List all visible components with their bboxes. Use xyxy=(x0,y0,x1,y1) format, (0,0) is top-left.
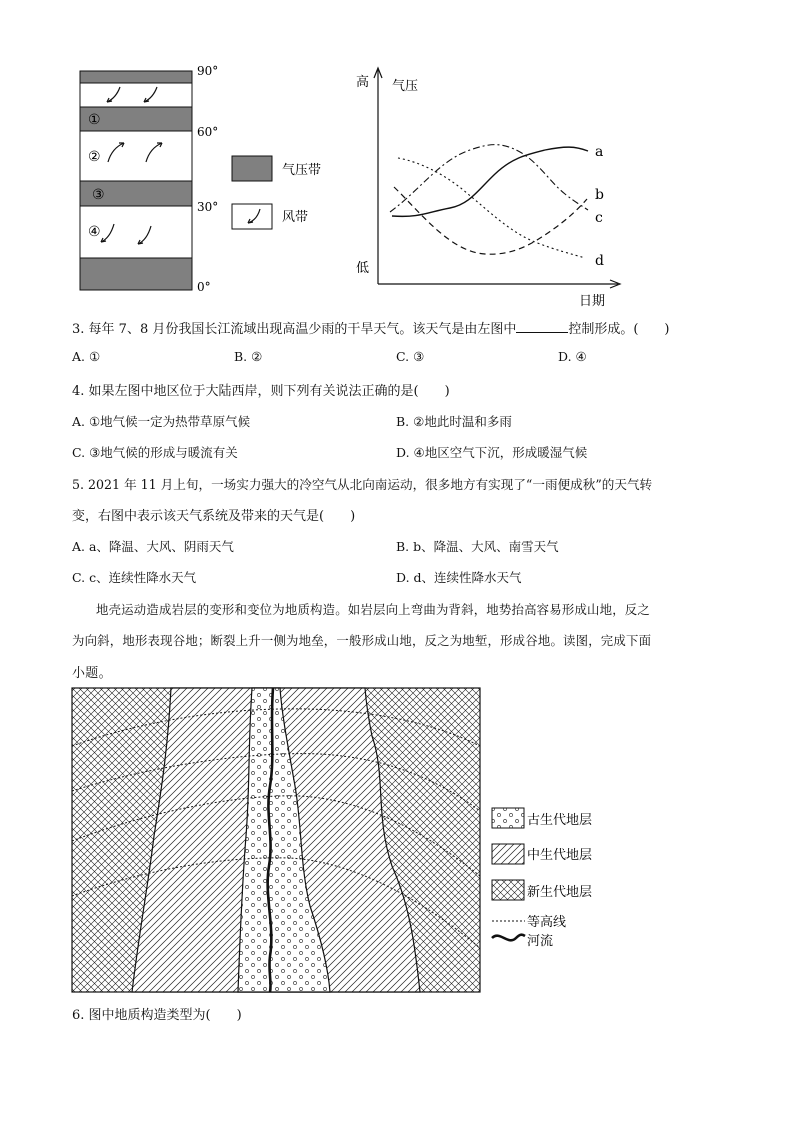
legend-paleozoic-label: 古生代地层 xyxy=(527,813,593,828)
passage-line-2: 为向斜，地形表现谷地；断裂上升一侧为地垒，一般形成山地，反之为地堑，形成谷地。读图，完成下面 xyxy=(72,633,652,648)
lat-label-90: 90° xyxy=(197,64,219,78)
question-3-option-c: C. ③ xyxy=(396,349,425,364)
y-bottom-label: 低 xyxy=(356,261,370,276)
question-4-stem: 4. 如果左图中地区位于大陆西岸，则下列有关说法正确的是( ) xyxy=(72,384,450,399)
answer-blank xyxy=(516,320,568,333)
question-5-option-b: B. b、降温、大风、南雪天气 xyxy=(396,539,559,554)
question-3-stem-before: 3. 每年 7、8 月份我国长江流域出现高温少雨的干旱天气。该天气是由左图中 xyxy=(72,322,517,337)
legend-mesozoic-swatch xyxy=(492,844,524,864)
pressure-belt-90 xyxy=(80,71,192,83)
pressure-belt-equator xyxy=(80,258,192,290)
question-3-option-d: D. ④ xyxy=(558,349,587,364)
legend-cenozoic-swatch xyxy=(492,880,524,900)
lat-label-60: 60° xyxy=(197,125,219,139)
pressure-wind-belt-figure xyxy=(70,58,350,298)
question-4-option-c: C. ③地气候的形成与暖流有关 xyxy=(72,445,238,460)
question-5-stem-line1: 5. 2021 年 11 月上旬，一场实力强大的冷空气从北向南运动，很多地方有实现了“一雨便成秋”的天气转 xyxy=(72,477,653,492)
question-5-stem-line2: 变，右图中表示该天气系统及带来的天气是( ) xyxy=(72,509,356,524)
question-3-stem xyxy=(72,318,670,337)
zone-label-4: ④ xyxy=(88,224,101,240)
legend-pressure-swatch xyxy=(232,156,272,181)
question-4-option-b: B. ②地此时温和多雨 xyxy=(396,414,512,429)
legend-river-swatch xyxy=(492,935,525,941)
question-4-option-a: A. ①地气候一定为热带草原气候 xyxy=(72,414,251,429)
zone-label-2: ② xyxy=(88,149,101,165)
geology-map-figure xyxy=(70,686,630,998)
y-top-label: 高 xyxy=(356,75,370,90)
zone-label-3: ③ xyxy=(92,187,105,203)
legend-mesozoic-label: 中生代地层 xyxy=(527,848,593,863)
question-3-option-a: A. ① xyxy=(72,349,101,364)
question-5-option-a: A. a、降温、大风、阴雨天气 xyxy=(72,539,234,554)
legend-paleozoic-swatch xyxy=(492,808,524,828)
curve-label-c: c xyxy=(595,210,603,226)
lat-label-0: 0° xyxy=(197,280,211,294)
curve-b xyxy=(390,145,588,212)
curve-label-a: a xyxy=(595,144,604,160)
zone-label-1: ① xyxy=(88,112,101,128)
legend-wind-swatch xyxy=(232,204,272,229)
legend-contour-label: 等高线 xyxy=(527,915,567,930)
curve-a xyxy=(392,147,588,216)
lat-label-30: 30° xyxy=(197,200,219,214)
legend-wind-label: 风带 xyxy=(282,210,309,225)
legend-river-label: 河流 xyxy=(527,934,554,949)
legend-cenozoic-label: 新生代地层 xyxy=(527,885,593,900)
curve-c xyxy=(394,187,587,254)
question-4-option-d: D. ④地区空气下沉，形成暖湿气候 xyxy=(396,445,588,460)
passage-line-1: 地壳运动造成岩层的变形和变位为地质构造。如岩层向上弯曲为背斜，地势抬高容易形成山地，反之 xyxy=(96,602,650,617)
question-3-stem-after: 控制形成。( ) xyxy=(568,322,670,337)
question-5-option-d: D. d、连续性降水天气 xyxy=(396,570,522,585)
x-axis-label: 日期 xyxy=(579,294,606,309)
curve-d xyxy=(398,158,585,258)
wind-belt-polar xyxy=(80,83,192,107)
y-axis-label: 气压 xyxy=(392,79,419,94)
curve-label-b: b xyxy=(595,187,604,203)
curve-label-d: d xyxy=(595,253,604,269)
question-5-option-c: C. c、连续性降水天气 xyxy=(72,570,197,585)
pressure-date-chart xyxy=(350,62,630,312)
question-6-stem: 6. 图中地质构造类型为( ) xyxy=(72,1008,242,1023)
passage-line-3: 小题。 xyxy=(72,666,112,681)
legend-pressure-label: 气压带 xyxy=(282,163,322,178)
question-3-option-b: B. ② xyxy=(234,349,263,364)
